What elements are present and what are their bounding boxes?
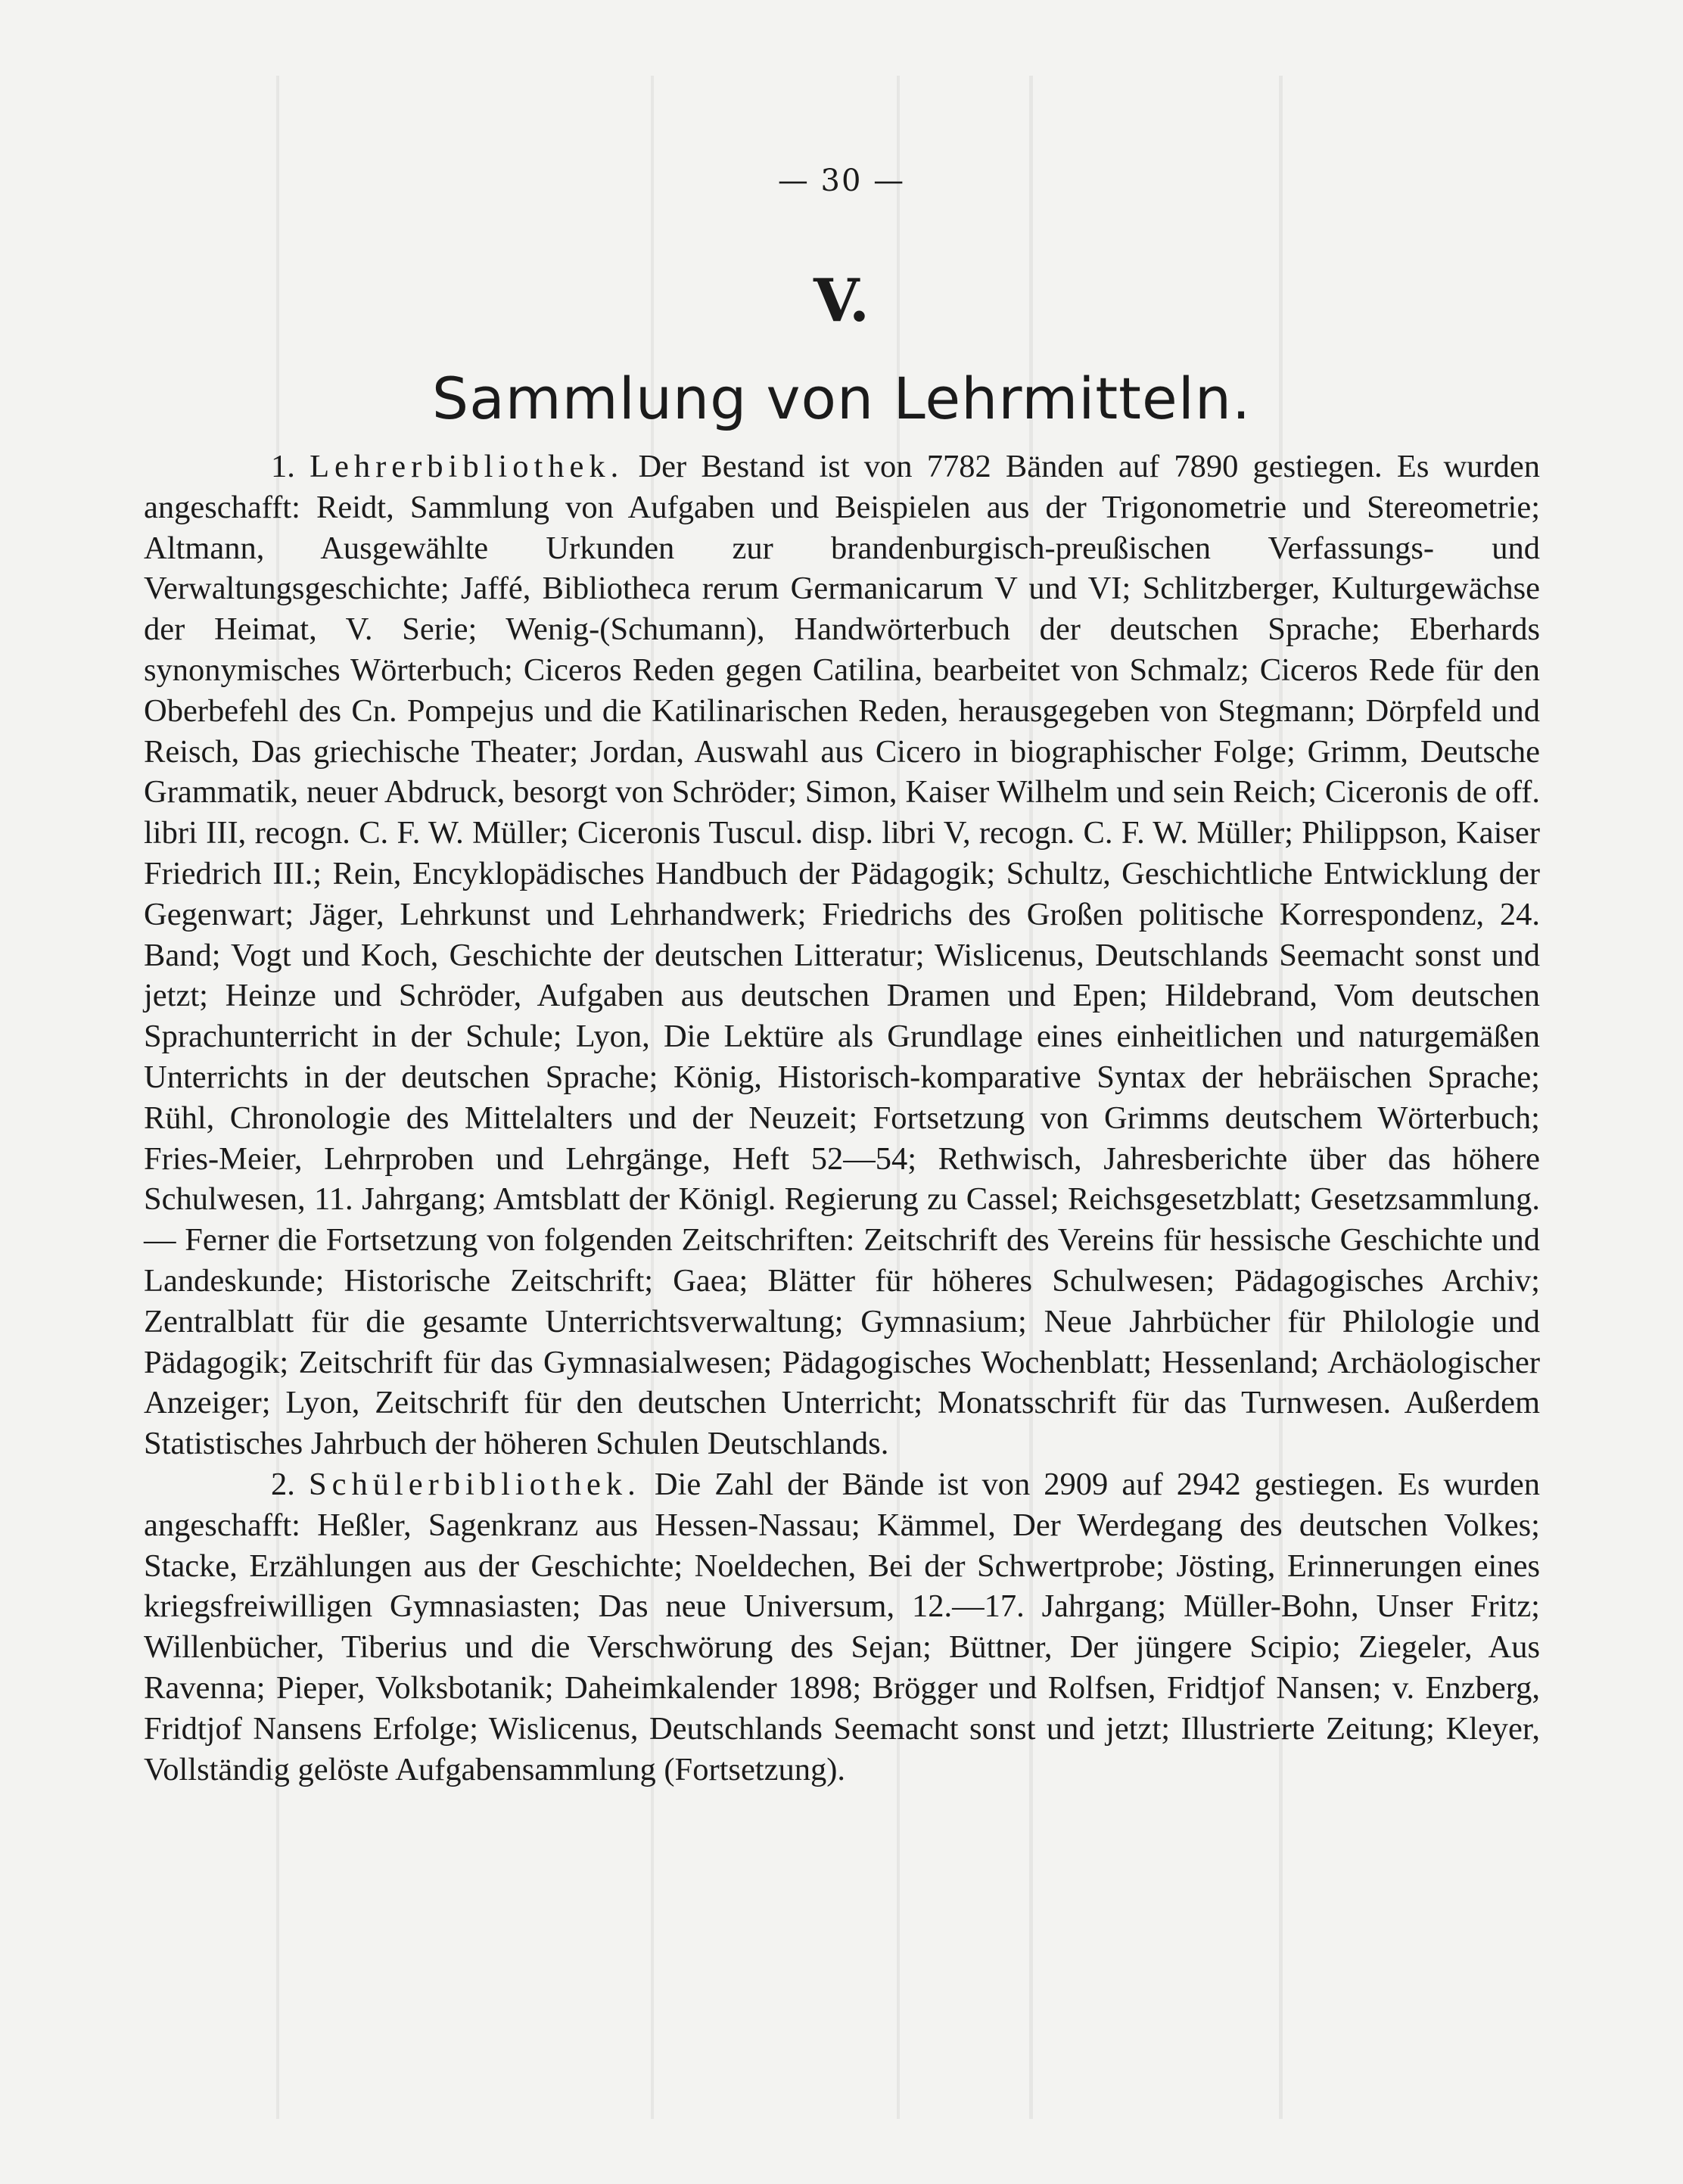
paragraph-text: Der Bestand ist von 7782 Bänden auf 7890 gestiegen. Es wurden angeschafft: Reidt, Sammlung von Aufgaben und Beispielen aus der Trigonometrie und Stereometrie; Altmann, Ausgewählte Urkunden zur brandenburgisch-preußischen Verfassungs- und Verwaltungsgeschichte; Jaffé, Bibliotheca rerum Germanicarum V und VI; Schlitzberger, Kulturgewächse der Heimat, V. Serie; Wenig-(Schumann), Handwörterbuch der deutschen Sprache; Eberhards synonymisches Wörterbuch; Ciceros Reden gegen Catilina, bearbeitet von Schmalz; Ciceros Rede für den Oberbefehl des Cn. Pompejus und die Katilinarischen Reden, herausgegeben von Stegmann; Dörpfeld und Reisch, Das griechische Theater; Jordan, Auswahl aus Cicero in biographischer Folge; Grimm, Deutsche Grammatik, neuer Abdruck, besorgt von Schröder; Simon, Kaiser Wilhelm und sein Reich; Ciceronis de off. libri III, recogn. C. F. W. Müller; Ciceronis Tuscul. disp. libri V, recogn. C. F. W. Müller; Philippson, Kaiser Friedrich III.; Rein, Encyklopädisches Handbuch der Pädagogik; Schultz, Geschichtliche Entwicklung der Gegenwart; Jäger, Lehrkunst und Lehrhandwerk; Friedrichs des Großen politische Korrespondenz, 24. Band; Vogt und Koch, Geschichte der deutschen Litteratur; Wislicenus, Deutschlands Seemacht sonst und jetzt; Heinze und Schröder, Aufgaben aus deutschen Dramen und Epen; Hildebrand, Vom deutschen Sprachunterricht in der Schule; Lyon, Die Lektüre als Grundlage eines einheitlichen und naturgemäßen Unterrichts in der deutschen Sprache; König, Historisch-komparative Syntax der hebräischen Sprache; Rühl, Chronologie des Mittelalters und der Neuzeit; Fortsetzung von Grimms deutschem Wörterbuch; Fries-Meier, Lehrproben und Lehrgänge, Heft 52—54; Rethwisch, Jahresberichte über das höhere Schulwesen, 11. Jahrgang; Amtsblatt der Königl. Regierung zu Cassel; Reichsgesetzblatt; Gesetzsammlung. — Ferner die Fortsetzung von folgenden Zeitschriften: Zeitschrift des Vereins für hessische Geschichte und Landeskunde; Historische Zeitschrift; Gaea; Blätter für höheres Schulwesen; Pädagogisches Archiv; Zentralblatt für die gesamte Unterrichtsverwaltung; Gymnasium; Neue Jahrbücher für Philologie und Pädagogik; Zeitschrift für das Gymnasialwesen; Pädagogisches Wochenblatt; Hessenland; Archäologischer Anzeiger; Lyon, Zeitschrift für den deutschen Unterricht; Monatsschrift für das Turnwesen. Außerdem Statistisches Jahrbuch der höheren Schulen Deutschlands. [144, 449, 1540, 1462]
paragraph-heading: Lehrerbibliothek. [310, 449, 624, 484]
paragraph-number: 2. [271, 1466, 295, 1502]
page-number: — 30 — [777, 163, 906, 198]
paragraph-text: Die Zahl der Bände ist von 2909 auf 2942 gestiegen. Es wurden angeschafft: Heßler, Sagenkranz aus Hessen-Nassau; Kämmel, Der Werdegang des deutschen Volkes; Stacke, Erzählungen aus der Geschichte; Noeldechen, Bei der Schwertprobe; Jösting, Erinnerungen eines kriegsfreiwilligen Gymnasiasten; Das neue Universum, 12.—17. Jahrgang; Müller-Bohn, Unser Fritz; Willenbücher, Tiberius und die Verschwörung des Sejan; Büttner, Der jüngere Scipio; Ziegeler, Aus Ravenna; Pieper, Volksbotanik; Daheimkalender 1898; Brögger und Rolfsen, Fridtjof Nansen; v. Enzberg, Fridtjof Nansens Erfolge; Wislicenus, Deutschlands Seemacht sonst und jetzt; Illustrierte Zeitung; Kleyer, Vollständig gelöste Aufgabensammlung (Fortsetzung). [144, 1466, 1540, 1787]
paragraph-teacher-library [144, 446, 1540, 1464]
paragraph-number: 1. [271, 449, 295, 484]
section-numeral: V. [813, 266, 870, 335]
paragraph-heading: Schülerbibliothek. [308, 1466, 641, 1502]
paragraph-student-library [144, 1464, 1540, 1790]
body-text [144, 446, 1540, 1790]
section-title: Sammlung von Lehrmitteln. [431, 365, 1252, 432]
